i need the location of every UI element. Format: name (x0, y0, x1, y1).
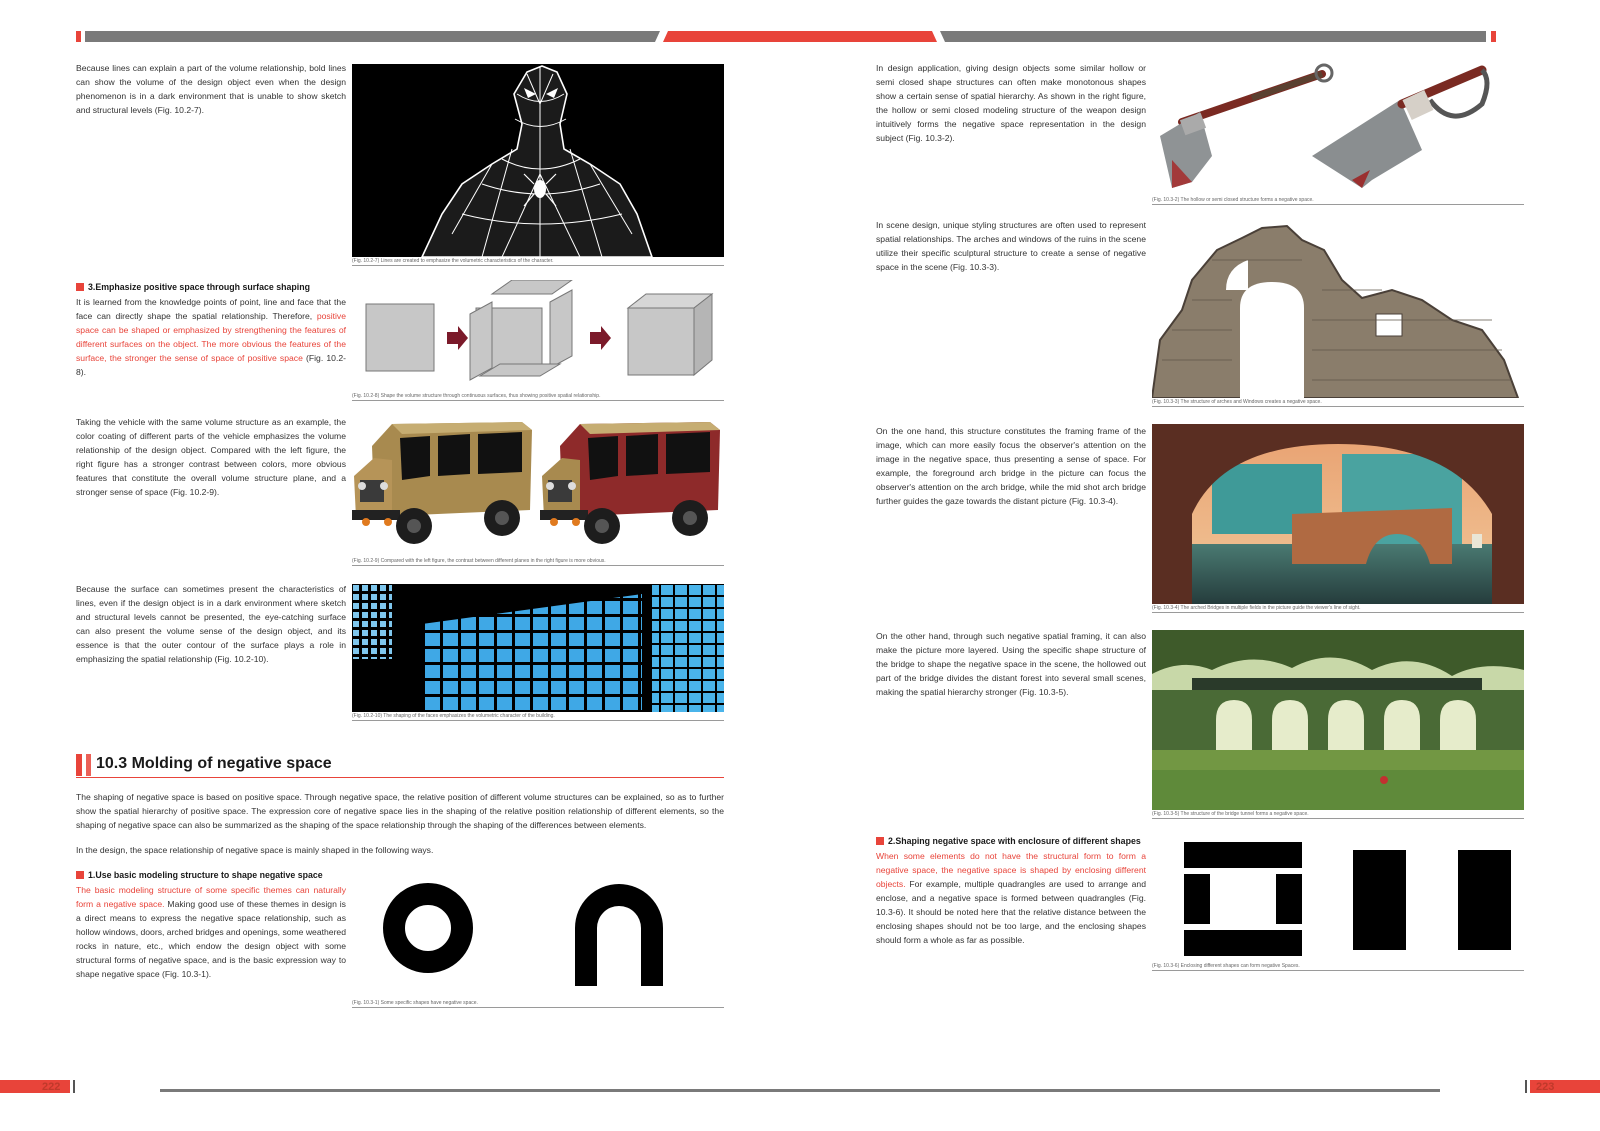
figure-cube-surfaces (352, 280, 724, 392)
figure-building-windows (352, 584, 724, 712)
caption-fig-10-2-7: (Fig. 10.2-7) Lines are created to emphasize the volumetric characteristics of the character. (352, 257, 724, 266)
caption-fig-10-3-5: (Fig. 10.3-5) The structure of the bridge tunnel forms a negative space. (1152, 810, 1524, 819)
red-square-icon (76, 283, 84, 291)
red-square-icon (876, 837, 884, 845)
page-number-left: 222 (42, 1081, 61, 1093)
left-paragraph-4: Because the surface can sometimes present the characteristics of lines, even if the design object is in a dark environment where sketch and structural levels cannot be presented, the eye-catching surface can also present the volume sense of the design object, and its essence is that the outer contour of the surface plays a role in emphasizing the spatial relationship (Fig. 10.2-10). (76, 584, 346, 664)
right-paragraph-5: When some elements do not have the structural form to form a negative space, the negative space is shaped by enclosing different objects. For example, multiple quadrangles are used to arrange and enclose, and a negative space is formed between quadrangles (Fig. 10.3-6). It should be noted here that the relative distance between the enclosing shapes should not be too large, and the enclosing shapes should form a whole as far as possible. (876, 851, 1146, 945)
figure-arched-bridges (1152, 424, 1524, 604)
figure-o-and-n-shapes (352, 868, 724, 998)
caption-fig-10-3-1: (Fig. 10.3-1) Some specific shapes have negative space. (352, 999, 724, 1008)
right-paragraph-3: On the one hand, this structure constitutes the framing frame of the image, which can more easily focus the observer's attention on the image in the negative space, thus presenting a sense of space. For example, the foreground arch bridge in the picture can focus the observer's attention on the arch bridge, while the mid shot arch bridge further guides the gaze towards the distant picture (Fig. 10.3-4). (876, 426, 1146, 506)
page-number-right: 223 (1536, 1081, 1555, 1093)
figure-forest-bridge (1152, 630, 1524, 810)
section-title: 10.3 Molding of negative space (96, 755, 332, 772)
left-paragraph-2: It is learned from the knowledge points of point, line and face that the face can directly shape the spatial relationship. Therefore, positive space can be shaped or emphasized by strengthening the features of different surfaces on the object. The more obvious the features of the surface, the stronger the sense of space of positive space (Fig. 10.2-8). (76, 297, 346, 377)
left-paragraph-6: In the design, the space relationship of negative space is mainly shaped in the following ways. (76, 845, 434, 855)
section-marker-icon (86, 754, 91, 776)
section-marker-icon (76, 754, 82, 776)
red-square-icon (76, 871, 84, 879)
figure-spiderman-line-art (352, 64, 724, 257)
caption-fig-10-3-6: (Fig. 10.3-6) Enclosing different shapes can form negative Spaces. (1152, 962, 1524, 971)
caption-fig-10-2-9: (Fig. 10.2-9) Compared with the left figure, the contrast between different planes in the right figure is more obvious. (352, 557, 724, 566)
figure-two-vehicles (352, 420, 724, 556)
subheading-1: 1.Use basic modeling structure to shape negative space (76, 870, 323, 880)
caption-fig-10-2-10: (Fig. 10.2-10) The shaping of the faces emphasizes the volumetric character of the building. (352, 712, 724, 721)
subheading-2: 2.Shaping negative space with enclosure of different shapes (876, 836, 1141, 846)
section-heading (76, 754, 724, 778)
left-paragraph-3: Taking the vehicle with the same volume structure as an example, the color coating of different parts of the vehicle emphasizes the volume relationship of the design object. Compared with the left figure, the right figure has a stronger contrast between colors, more obvious features that constitute the overall volume structure plane, and a stronger sense of space (Fig. 10.2-9). (76, 417, 346, 497)
caption-fig-10-3-4: (Fig. 10.3-4) The arched Bridges in multiple fields in the picture guide the viewer's line of sight. (1152, 604, 1524, 613)
left-paragraph-1: Because lines can explain a part of the volume relationship, bold lines can show the volume of the design object even when the design phenomenon is in a dark environment that is unable to show sketch and structural levels (Fig. 10.2-7). (76, 63, 346, 115)
caption-fig-10-3-2: (Fig. 10.3-2) The hollow or semi closed structure forms a negative space. (1152, 196, 1524, 205)
figure-weapon-designs (1152, 60, 1524, 196)
footer-bars (0, 1076, 1600, 1096)
left-paragraph-5: The shaping of negative space is based on positive space. Through negative space, the relative position of different volume structures can be explained, so as to further show the spatial hierarchy of positive space. The expression core of negative space lies in the shaping of the relative position relationship of different elements, so the shaping of negative space can also be summarized as the shaping of the space relationship through the shaping of the differences between elements. (76, 792, 724, 830)
figure-ruins-arches (1152, 220, 1524, 398)
figure-enclosing-shapes (1152, 836, 1524, 962)
left-paragraph-7: The basic modeling structure of some specific themes can naturally form a negative space. Making good use of these themes in design is a direct means to express the negative space relationship, such as hollow windows, doors, arched bridges and openings, some weathered rocks in nature, etc., which endow the design object with some structural forms of negative space, and is the basic expression way to shape negative space (Fig. 10.3-1). (76, 885, 346, 979)
right-paragraph-2: In scene design, unique styling structures are often used to represent spatial relationships. The arches and windows of the ruins in the scene utilize their specific sculptural structure to create a sense of negative space in the scene (Fig. 10.3-3). (876, 220, 1146, 272)
caption-fig-10-2-8: (Fig. 10.2-8) Shape the volume structure through continuous surfaces, thus showing positive spatial relationship. (352, 392, 724, 401)
subheading-3: 3.Emphasize positive space through surface shaping (76, 282, 310, 292)
caption-fig-10-3-3: (Fig. 10.3-3) The structure of arches and Windows creates a negative space. (1152, 398, 1524, 407)
right-paragraph-4: On the other hand, through such negative spatial framing, it can also make the picture more layered. Using the specific shape structure of the bridge to shape the negative space in the scene, the hollowed out part of the bridge divides the distant forest into several small scenes, making the spatial hierarchy stronger (Fig. 10.3-5). (876, 631, 1146, 697)
right-paragraph-1: In design application, giving design objects some similar hollow or semi closed shape structures can often make monotonous shapes show a certain sense of spatial hierarchy. As shown in the right figure, the hollow or semi closed modeling structure of the weapon design intuitively forms the negative space representation in the design subject (Fig. 10.3-2). (876, 63, 1146, 143)
header-bars (0, 0, 1600, 46)
